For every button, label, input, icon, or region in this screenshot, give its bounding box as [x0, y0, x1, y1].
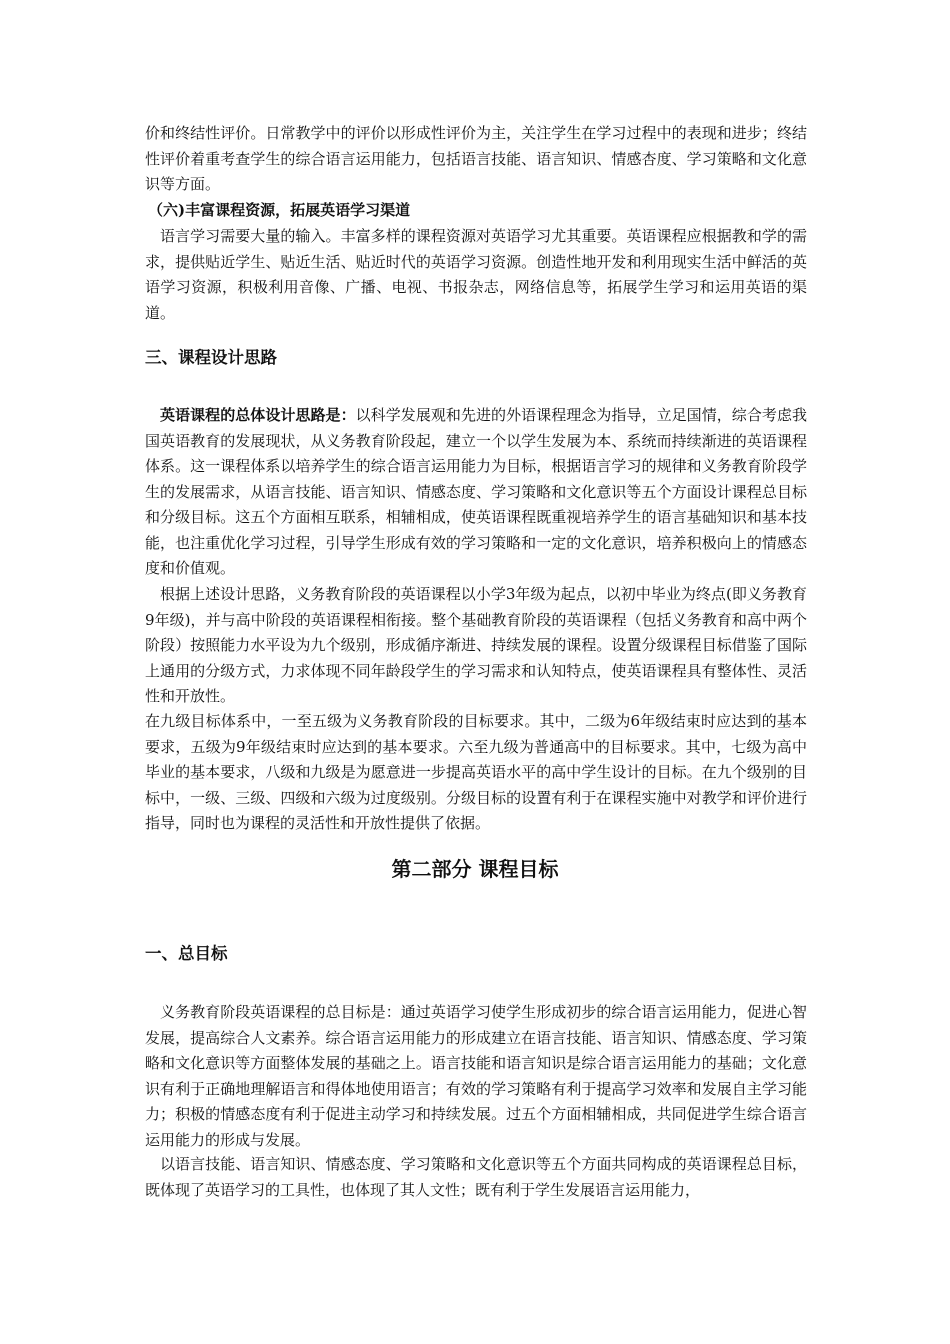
section-heading-design-ideas: 三、课程设计思路 [145, 348, 277, 367]
subheading-course-resources: （六)丰富课程资源，拓展英语学习渠道 [148, 201, 411, 219]
paragraph-overall-goal: 义务教育阶段英语课程的总目标是：通过英语学习使学生形成初步的综合语言运用能力，促进心智发展，提高综合人文素养。综合语言运用能力的形成建立在语言技能、语言知识、情感态度、学习策略和文化意识等方面整体发展的基础之上。语言技能和语言知识是综合语言运用能力的基础；文化意识有利于正确地理解语言和得体地使用语言；有效的学习策略有利于提高学习效率和发展自主学习能力；积极的情感态度有利于促进主动学习和持续发展。过五个方面相辅相成，共同促进学生综合语言运用能力的形成与发展。 [145, 1003, 807, 1149]
paragraph-five-aspects: 以语言技能、语言知识、情感态度、学习策略和文化意识等五个方面共同构成的英语课程总目标，既体现了英语学习的工具性，也体现了其人文性；既有利于学生发展语言运用能力， [145, 1155, 807, 1199]
part-two-title: 第二部分 课程目标 [391, 857, 559, 881]
design-ideas-lead: 英语课程的总体设计思路是： [160, 406, 356, 424]
design-ideas-body: 以科学发展观和先进的外语课程理念为指导，立足国情，综合考虑我国英语教育的发展现状，从义务教育阶段起，建立一个以学生发展为本、系统而持续渐进的英语课程体系。这一课程体系以培养学生的综合语言运用能力为目标，根据语言学习的规律和义务教育阶段学生的发展需求，从语言技能、语言知识、情感态度、学习策略和文化意识等五个方面设计课程总目标和分级目标。这五个方面相互联系，相辅相成，使英语课程既重视培养学生的语言基础知识和基本技能，也注重优化学习过程，引导学生形成有效的学习策略和一定的文化意识，培养积极向上的情感态度和价值观。 [145, 406, 807, 577]
paragraph-evaluation-end: 价和终结性评价。日常教学中的评价以形成性评价为主，关注学生在学习过程中的表现和进步；终结性评价着重考查学生的综合语言运用能力，包括语言技能、语言知识、情感杏度、学习策略和文化意识等方面。 [145, 124, 807, 193]
paragraph-design-ideas [145, 403, 807, 582]
paragraph-grade-levels: 根据上述设计思路，义务教育阶段的英语课程以小学3年级为起点，以初中毕业为终点(即义务教育9年级)，并与高中阶段的英语课程相衔接。整个基础教育阶段的英语课程（包括义务教育和高中两个阶段）按照能力水平设为九个级别，形成循序渐进、持续发展的课程。设置分级课程目标借鉴了国际上通用的分级方式，力求体现不同年龄段学生的学习需求和认知特点，使英语课程具有整体性、灵活性和开放性。 [145, 585, 807, 705]
paragraph-nine-level-system: 在九级目标体系中，一至五级为义务教育阶段的目标要求。其中，二级为6年级结束时应达到的基本要求，五级为9年级结束时应达到的基本要求。六至九级为普通高中的目标要求。其中，七级为高中毕业的基本要求，八级和九级是为愿意进一步提高英语水平的高中学生设计的目标。在九个级别的目标中，一级、三级、四级和六级为过度级别。分级目标的设置有利于在课程实施中对教学和评价进行指导，同时也为课程的灵活性和开放性提供了依据。 [145, 712, 807, 832]
paragraph-course-resources: 语言学习需要大量的输入。丰富多样的课程资源对英语学习尤其重要。英语课程应根据教和学的需求，提供贴近学生、贴近生活、贴近时代的英语学习资源。创造性地开发和利用现实生活中鲜活的英语学习资源，积极利用音像、广播、电视、书报杂志，网络信息等，拓展学生学习和运用英语的渠道。 [145, 227, 807, 322]
section-heading-overall-goal: 一、总目标 [145, 944, 228, 963]
